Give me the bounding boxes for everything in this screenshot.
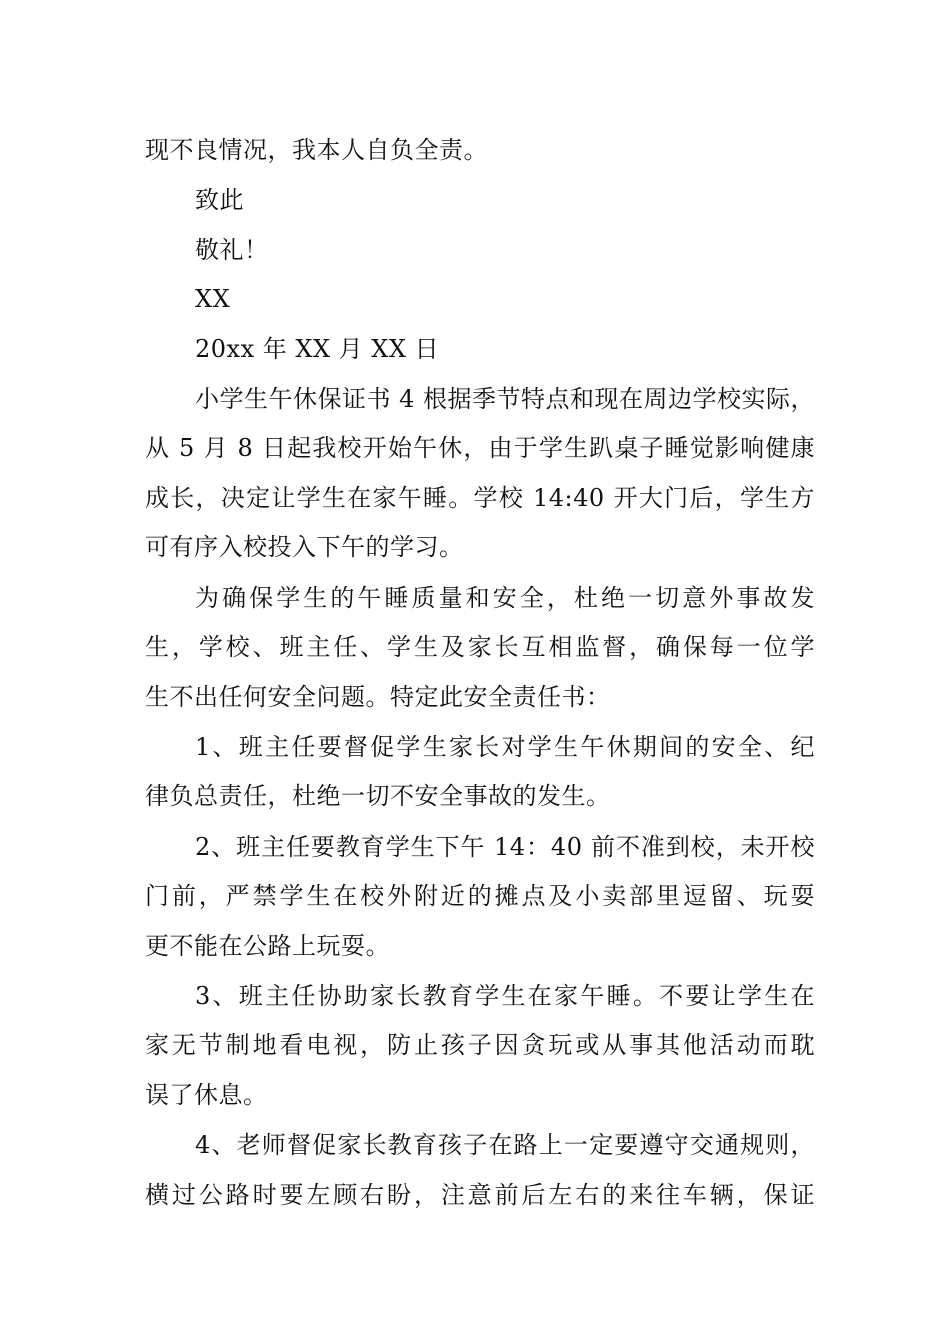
text-line: 成长，决定让学生在家午睡。学校 14:40 开大门后，学生方 bbox=[145, 484, 815, 512]
text-line: 家无节制地看电视，防止孩子因贪玩或从事其他活动而耽 bbox=[145, 1031, 815, 1059]
text-line: 现不良情况，我本人自负全责。 bbox=[145, 136, 488, 164]
list-item: 4、老师督促家长教育孩子在路上一定要遵守交通规则， bbox=[195, 1131, 815, 1159]
list-item: 2、班主任要教育学生下午 14：40 前不准到校，未开校 bbox=[195, 833, 815, 861]
text-line: 为确保学生的午睡质量和安全，杜绝一切意外事故发 bbox=[195, 584, 815, 612]
list-item: 3、班主任协助家长教育学生在家午睡。不要让学生在 bbox=[195, 982, 815, 1010]
text-line: 门前，严禁学生在校外附近的摊点及小卖部里逗留、玩耍 bbox=[145, 882, 815, 910]
text-line: 更不能在公路上玩耍。 bbox=[145, 932, 390, 960]
list-item: 1、班主任要督促学生家长对学生午休期间的安全、纪 bbox=[195, 733, 815, 761]
text-line: 生不出任何安全问题。特定此安全责任书： bbox=[145, 683, 611, 711]
text-line: 小学生午休保证书 4 根据季节特点和现在周边学校实际， bbox=[195, 385, 816, 413]
text-line: 误了休息。 bbox=[145, 1081, 268, 1109]
text-line: 可有序入校投入下午的学习。 bbox=[145, 533, 464, 561]
text-line: 律负总责任，杜绝一切不安全事故的发生。 bbox=[145, 782, 611, 810]
text-line: 横过公路时要左顾右盼，注意前后左右的来往车辆，保证 bbox=[145, 1181, 815, 1209]
salutation: 敬礼！ bbox=[195, 236, 269, 264]
text-line: 生，学校、班主任、学生及家长互相监督，确保每一位学 bbox=[145, 633, 815, 661]
signature-name: XX bbox=[195, 285, 231, 313]
text-line: 从 5 月 8 日起我校开始午休，由于学生趴桌子睡觉影响健康 bbox=[145, 434, 815, 462]
signature-date: 20xx 年 XX 月 XX 日 bbox=[195, 335, 440, 363]
closing-phrase: 致此 bbox=[195, 186, 244, 214]
